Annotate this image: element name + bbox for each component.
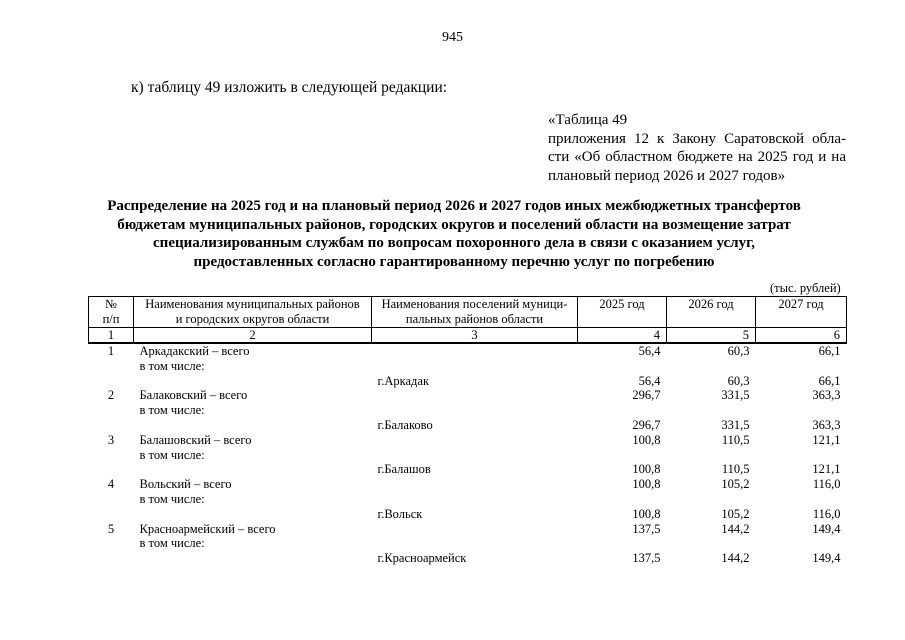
including-label: в том числе: [139, 491, 205, 506]
settlement-row [89, 507, 847, 522]
value-2026: 110,5 [721, 462, 750, 477]
value-2026: 331,5 [721, 388, 750, 403]
value-2026: 60,3 [727, 373, 750, 388]
value-2025: 56,4 [638, 344, 661, 358]
value-2026: 144,2 [721, 521, 750, 536]
district-name: Красноармейский – всего [139, 521, 276, 536]
value-2025: 296,7 [632, 417, 661, 432]
table-title-line: предоставленных согласно гарантированному перечню услуг по погребению [193, 253, 715, 270]
value-2026: 110,5 [721, 432, 750, 447]
settlement-name: г.Балашов [377, 462, 431, 477]
value-2027: 149,4 [812, 551, 841, 566]
column-number: 6 [756, 328, 847, 344]
value-2026: 105,2 [721, 506, 750, 521]
table-title-line: бюджетам муниципальных районов, городских округов и поселений области на возмещение затрат [117, 216, 791, 233]
column-number: 4 [578, 328, 667, 344]
header-2027: 2027 год [756, 297, 847, 328]
value-2026: 60,3 [727, 344, 750, 358]
table-reference-line: сти «Об областном бюджете на 2025 год и на [548, 149, 846, 166]
value-2025: 100,8 [632, 462, 661, 477]
page-number: 945 [442, 30, 463, 45]
value-2025: 100,8 [632, 477, 661, 492]
including-label: в том числе: [139, 358, 205, 373]
units-label: (тыс. рублей) [770, 281, 841, 295]
column-number: 5 [667, 328, 756, 344]
value-2027: 363,3 [812, 417, 841, 432]
district-row [89, 388, 847, 403]
row-number: 2 [107, 388, 115, 403]
district-row [89, 477, 847, 492]
table-reference-line: «Таблица 49 [548, 112, 628, 128]
district-name: Балаковский – всего [139, 388, 248, 403]
row-number: 4 [107, 477, 115, 492]
header-district: Наименования муниципальных районов и городских округов области [134, 297, 372, 328]
value-2025: 100,8 [632, 432, 661, 447]
subtotal-label-row [89, 492, 847, 507]
row-number: 3 [107, 432, 115, 447]
table-reference [548, 111, 846, 185]
column-number: 2 [134, 328, 372, 344]
including-label: в том числе: [139, 447, 205, 462]
district-name: Аркадакский – всего [139, 344, 250, 358]
value-2027: 149,4 [812, 521, 841, 536]
header-number: № п/п [89, 297, 134, 328]
value-2025: 137,5 [632, 551, 661, 566]
subtotal-label-row [89, 359, 847, 374]
value-2026: 105,2 [721, 477, 750, 492]
value-2027: 121,1 [812, 432, 841, 447]
settlement-name: г.Балаково [377, 417, 433, 432]
district-name: Балашовский – всего [139, 432, 252, 447]
settlement-row [89, 418, 847, 433]
value-2025: 56,4 [638, 373, 661, 388]
district-row [89, 433, 847, 448]
value-2026: 144,2 [721, 551, 750, 566]
value-2027: 116,0 [812, 506, 841, 521]
district-row [89, 522, 847, 537]
table-reference-line: приложения 12 к Закону Саратовской обла- [548, 130, 846, 147]
settlement-name: г.Красноармейск [377, 551, 467, 566]
settlement-row [89, 374, 847, 389]
value-2025: 100,8 [632, 506, 661, 521]
settlement-row [89, 462, 847, 477]
district-row [89, 343, 847, 359]
subtotal-label-row [89, 448, 847, 463]
table-header-row [89, 297, 847, 328]
value-2027: 66,1 [818, 373, 841, 388]
column-number-row [89, 328, 847, 344]
including-label: в том числе: [139, 403, 205, 418]
header-2026: 2026 год [667, 297, 756, 328]
value-2027: 121,1 [812, 462, 841, 477]
value-2027: 66,1 [818, 344, 841, 358]
including-label: в том числе: [139, 536, 205, 551]
district-name: Вольский – всего [139, 477, 232, 492]
amendment-instruction: к) таблицу 49 изложить в следующей редакции: [131, 79, 448, 96]
transfers-table [88, 296, 847, 566]
header-2025: 2025 год [578, 297, 667, 328]
column-number: 1 [89, 328, 134, 344]
subtotal-label-row [89, 403, 847, 418]
settlement-name: г.Аркадак [377, 373, 430, 388]
table-title-line: специализированным службам по вопросам похоронного дела в связи с оказанием услуг, [153, 235, 755, 251]
column-number: 3 [372, 328, 578, 344]
value-2027: 363,3 [812, 388, 841, 403]
value-2025: 137,5 [632, 521, 661, 536]
subtotal-label-row [89, 536, 847, 551]
row-number: 5 [107, 521, 115, 536]
table-title-line: Распределение на 2025 год и на плановый период 2026 и 2027 годов иных межбюджетных трансфертов [107, 198, 801, 214]
value-2027: 116,0 [812, 477, 841, 492]
settlement-name: г.Вольск [377, 506, 423, 521]
settlement-row [89, 551, 847, 566]
table-reference-line: плановый период 2026 и 2027 годов» [548, 167, 786, 184]
header-settlement: Наименования поселений муници- пальных районов области [372, 297, 578, 328]
value-2025: 296,7 [632, 388, 661, 403]
value-2026: 331,5 [721, 417, 750, 432]
table-title [60, 197, 848, 271]
row-number: 1 [107, 344, 115, 358]
